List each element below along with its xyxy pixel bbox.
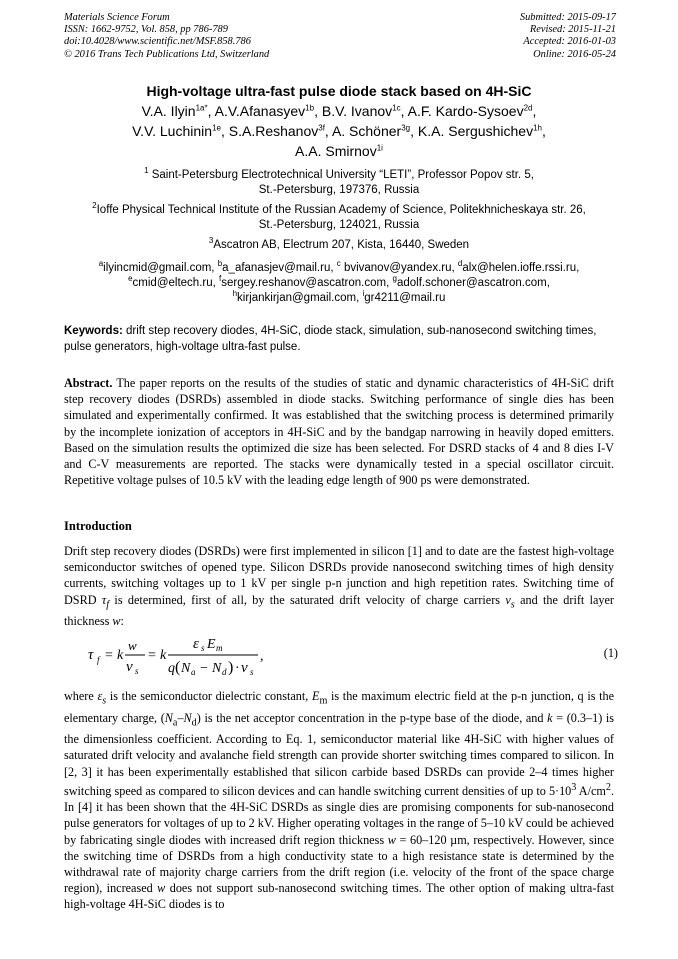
intro-paragraph-1 xyxy=(64,543,614,629)
author-affiliation-mark: 1a* xyxy=(195,103,208,113)
abstract xyxy=(64,375,614,488)
email: kirjankirjan@gmail.com, xyxy=(237,292,363,304)
abstract-label: Abstract. xyxy=(64,376,113,390)
affiliation-1 xyxy=(60,168,618,198)
journal-info xyxy=(64,12,269,61)
body-text: ) is the net acceptor concentration in the p-type base of the diode, and xyxy=(196,710,548,725)
symbol-w: w xyxy=(112,614,121,629)
affiliation-mark: 2 xyxy=(92,201,97,211)
email-mark: a xyxy=(98,259,104,269)
eq-equals: = xyxy=(105,648,113,663)
author: K.A. Sergushichev xyxy=(417,123,534,139)
keywords-label: Keywords: xyxy=(64,325,123,337)
eq-k-2: k xyxy=(160,648,167,663)
author: B.V. Ivanov xyxy=(321,103,393,119)
exponent: 2 xyxy=(605,781,611,793)
eq-w: w xyxy=(128,638,137,653)
eq-tau-sub: f xyxy=(97,655,100,665)
author-separator: , xyxy=(400,103,408,119)
email-mark: g xyxy=(392,274,397,284)
eq-v-2: ν xyxy=(241,660,248,676)
author: A.F. Kardo-Sysoev xyxy=(407,103,524,119)
eq-comma: , xyxy=(260,649,264,664)
email: gr4211@mail.ru xyxy=(364,292,446,304)
affiliation-text: St.-Petersburg, 197376, Russia xyxy=(258,184,420,196)
email: cmid@eltech.ru, xyxy=(132,277,219,289)
body-text: is determined, first of all, by the saturated drift velocity of charge carriers xyxy=(109,592,506,607)
eq-lparen: ( xyxy=(175,659,181,676)
eq-v-2-sub: s xyxy=(250,667,254,677)
author: A.V.Afanasyev xyxy=(214,103,306,119)
submitted-date: Submitted: 2015-09-17 xyxy=(519,12,616,23)
email-mark: f xyxy=(219,274,222,284)
author-affiliation-mark: 1i xyxy=(376,143,383,153)
affiliation-mark: 1 xyxy=(144,166,149,176)
email-mark: c xyxy=(336,259,341,269)
eq-minus: − xyxy=(200,661,208,676)
symbol-subscript: s xyxy=(102,695,107,707)
eq-Na: N xyxy=(181,661,191,676)
body-text: : xyxy=(120,614,124,629)
symbol-subscript: a xyxy=(172,717,178,729)
symbol-subscript: f xyxy=(106,599,110,611)
accepted-date: Accepted: 2016-01-03 xyxy=(523,36,616,48)
email-mark: h xyxy=(232,289,238,299)
author-affiliation-mark: 3f xyxy=(318,123,325,133)
body-text: where xyxy=(64,689,98,703)
body-text: is the maximum electric field at the p-n junction, q is the elementary charge, ( xyxy=(64,689,614,725)
email: adolf.schoner@ascatron.com, xyxy=(396,277,550,289)
body-text: A/cm xyxy=(576,783,606,798)
author-separator: , xyxy=(314,103,322,119)
equation-formula xyxy=(88,630,288,680)
copyright-line: © 2016 Trans Tech Publications Ltd, Switzerland xyxy=(64,48,270,60)
keywords xyxy=(64,323,614,355)
eq-tau: τ xyxy=(88,647,94,663)
eq-Nd-sub: d xyxy=(222,667,227,677)
doi-line: doi:10.4028/www.scientific.net/MSF.858.786 xyxy=(64,36,251,48)
intro-paragraph-2 xyxy=(64,688,614,913)
author-affiliation-mark: 1h xyxy=(533,123,542,133)
author-separator: , xyxy=(324,123,332,139)
section-heading-introduction: Introduction xyxy=(64,519,132,533)
email-mark: i xyxy=(362,289,365,299)
body-text: is the semiconductor dielectric constant, xyxy=(106,689,312,703)
author-affiliation-mark: 3g xyxy=(401,123,411,133)
exponent: 3 xyxy=(571,781,577,793)
email: alx@helen.ioffe.rssi.ru, xyxy=(462,262,580,274)
online-date: Online: 2016-05-24 xyxy=(533,48,616,60)
symbol-subscript: d xyxy=(191,717,197,729)
affiliation-mark: 3 xyxy=(208,236,214,246)
eq-q: q xyxy=(168,661,175,676)
eq-epsilon: ε xyxy=(193,636,199,652)
body-text: = (0.3–1) is the dimensionless coefficient. According to Eq. 1, semiconductor material like 4H-SiC with higher values of saturated drift velocity and avalanche field strength can provide shorter switching times compared to silicon. In [2, 3] it has been experimentally established that silicon carbide based DSRDs can provide 2–4 times higher switching speed as compared to silicon devices and can handle switching current densities of up to 5·10 xyxy=(64,710,615,798)
symbol-subscript: s xyxy=(510,599,515,611)
symbol-k: k xyxy=(547,710,553,725)
affiliation-3 xyxy=(60,238,618,253)
symbol-w: w xyxy=(387,832,396,847)
symbol-subscript: m xyxy=(319,695,328,707)
author: V.A. Ilyin xyxy=(141,103,196,119)
author-separator: , xyxy=(532,103,537,119)
equation-number: (1) xyxy=(603,646,618,660)
journal-name: Materials Science Forum xyxy=(64,12,170,23)
keywords-text: drift step recovery diodes, 4H-SiC, diode stack, simulation, sub-nanosecond switching times, pulse generators, high-voltage ultra-fast pulse. xyxy=(64,325,597,353)
email: ilyincmid@gmail.com, xyxy=(103,262,218,274)
author-affiliation-mark: 2d xyxy=(523,103,533,113)
eq-vs-sub: s xyxy=(135,666,139,676)
author-separator: , xyxy=(410,123,418,139)
affiliation-text: Ascatron AB, Electrum 207, Kista, 16440, Sweden xyxy=(213,239,470,251)
affiliation-2 xyxy=(60,203,618,233)
body-text: = 60–120 µm, respectively. However, since the switching time of DSRDs from a high conductivity state to a high resistance state is determined by the withdrawal rate of majority charge carriers from the drift region (i.e. velocity of the front of the space charge region), increased xyxy=(64,832,615,896)
affiliation-text: St.-Petersburg, 124021, Russia xyxy=(258,219,420,231)
eq-E: E xyxy=(207,637,216,652)
email-mark: d xyxy=(457,259,463,269)
email-mark: e xyxy=(128,274,133,284)
author-separator: , xyxy=(220,123,229,139)
email: a_afanasjev@mail.ru, xyxy=(222,262,337,274)
symbol-v: v xyxy=(505,592,511,607)
email: sergey.reshanov@ascatron.com, xyxy=(221,277,393,289)
eq-E-sub: m xyxy=(216,643,223,653)
author: S.A.Reshanov xyxy=(228,123,319,139)
eq-epsilon-sub: s xyxy=(201,643,205,653)
author-emails xyxy=(60,261,618,306)
eq-Nd: N xyxy=(212,661,222,676)
eq-k: k xyxy=(117,648,124,663)
symbol-N: N xyxy=(164,710,173,725)
author-separator: , xyxy=(207,103,215,119)
symbol-tau: τ xyxy=(101,592,107,607)
body-text: does not support sub-nanosecond switching times. The other option of making ultra-fast high-voltage 4H-SiC diodes is to xyxy=(64,881,614,912)
body-text: . In [4] it has been shown that the 4H-SiC DSRDs as single dies are promising components for sub-nanosecond pulse generators for voltages of up to 2 kV. Higher operating voltages in the range of 5–10 kV could be achieved by fabricating single diodes with increased drift region thickness xyxy=(64,783,614,847)
eq-v: ν xyxy=(126,659,133,675)
publication-dates xyxy=(520,12,616,61)
abstract-text: The paper reports on the results of the studies of static and dynamic characteristics of 4H-SiC drift step recovery diodes (DSRDs) assembled in diode stacks. Switching performance of single dies has been simulated and experimentally confirmed. It was established that the switching process is determined primarily by the incomplete ionization of acceptors in 4H-SiC and by the bandgap narrowing in heavily doped emitters. Based on the simulation results the optimized die size has been selected. For DSRD stacks of 4 and 8 dies I-V and C-V measurements are reported. The stacks were dynamically tested in a special oscillator circuit. Repetitive voltage pulses of 10.5 kV with the leading edge length of 900 ps were demonstrated. xyxy=(64,376,614,488)
email: bvivanov@yandex.ru, xyxy=(340,262,458,274)
email-mark: b xyxy=(217,259,223,269)
author-separator: , xyxy=(541,123,546,139)
affiliation-text: Saint-Petersburg Electrotechnical University “LETI”, Professor Popov str. 5, xyxy=(148,169,534,181)
affiliation-text: Ioffe Physical Technical Institute of the Russian Academy of Science, Politekhnicheskaya str. 26, xyxy=(96,204,586,216)
symbol-E: E xyxy=(311,689,320,703)
issn-line: ISSN: 1662-9752, Vol. 858, pp 786-789 xyxy=(64,24,228,36)
body-text: Drift step recovery diodes (DSRDs) were first implemented in silicon [1] and to date are the fastest high-voltage semiconductor switches of opened type. Silicon DSRDs provide nanosecond switching times of high density currents, switching voltages up to 1 kV per single p-n junction and high repetition rates. Switching time of DSRD xyxy=(64,544,614,607)
eq-Na-sub: a xyxy=(191,667,196,677)
revised-date: Revised: 2015-11-21 xyxy=(529,24,616,36)
author-list xyxy=(60,101,618,161)
symbol-epsilon: ε xyxy=(97,689,103,703)
author-affiliation-mark: 1e xyxy=(212,123,221,133)
body-text: – xyxy=(177,710,184,725)
symbol-w: w xyxy=(157,881,166,896)
author: A. Schöner xyxy=(331,123,402,139)
eq-equals-2: = xyxy=(148,648,156,663)
author-affiliation-mark: 1c xyxy=(392,103,401,113)
body-text: and the drift layer thickness xyxy=(64,592,614,629)
author-affiliation-mark: 1b xyxy=(305,103,315,113)
paper-title: High-voltage ultra-fast pulse diode stack based on 4H-SiC xyxy=(146,83,532,99)
symbol-N: N xyxy=(183,710,192,725)
equation-1 xyxy=(88,630,618,680)
author: V.V. Luchinin xyxy=(132,123,213,139)
author: A.A. Smirnov xyxy=(295,143,377,159)
eq-rparen: ) xyxy=(228,659,234,676)
eq-dot: · xyxy=(235,661,240,676)
